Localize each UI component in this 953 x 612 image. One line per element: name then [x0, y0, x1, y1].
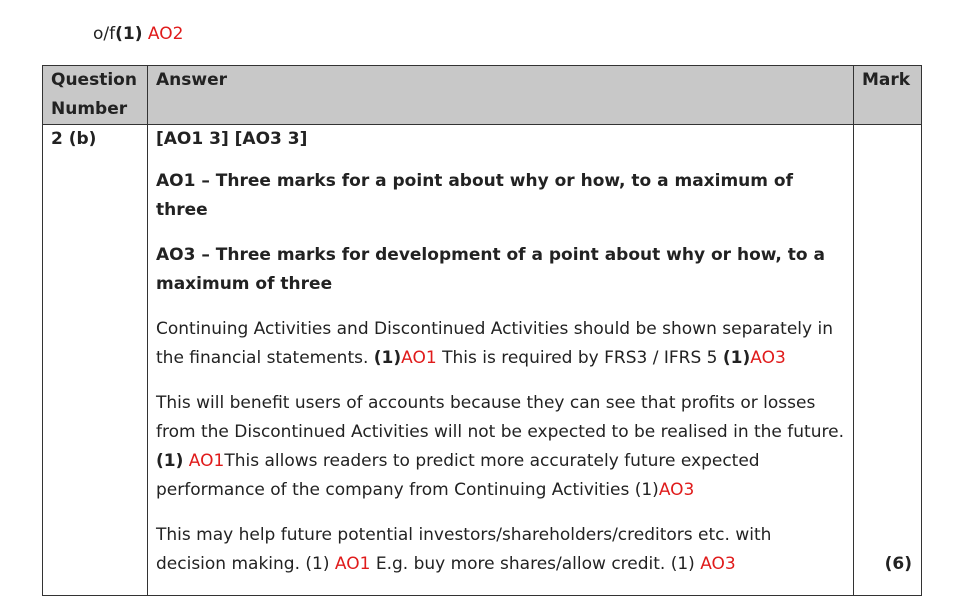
- ao-allocation: [AO1 3] [AO3 3]: [156, 129, 308, 149]
- para3-ao-a: AO1: [334, 554, 371, 574]
- para2-ao-a: AO1: [183, 451, 225, 471]
- of-ao-tag: AO2: [147, 24, 184, 44]
- para3-ao-b: AO3: [700, 554, 736, 574]
- of-mark: (1): [115, 24, 143, 44]
- para3-text-a: This may help future potential investors/shareholders/creditors etc. with decision making. (1): [156, 525, 772, 574]
- mark-scheme-table: [42, 65, 922, 596]
- answer-paragraph-1: [156, 315, 845, 373]
- para3-text-b: E.g. buy more shares/allow credit. (1): [370, 554, 701, 574]
- header-question-number: Question Number: [43, 66, 148, 125]
- answer-paragraph-3: [156, 521, 845, 579]
- question-number: 2 (b): [43, 125, 148, 596]
- of-label: o/f: [93, 24, 116, 44]
- ao1-heading: AO1 – Three marks for a point about why or how, to a maximum of three: [156, 171, 793, 220]
- question-row: [43, 125, 922, 596]
- para1-mark-b: (1): [722, 348, 751, 368]
- para1-ao-a: AO1: [401, 348, 437, 368]
- ao3-heading: AO3 – Three marks for development of a point about why or how, to a maximum of three: [156, 245, 825, 294]
- header-row: [43, 66, 922, 125]
- para1-mark-a: (1): [373, 348, 402, 368]
- header-mark: Mark: [854, 66, 922, 125]
- top-line-own-figure: [93, 22, 183, 46]
- para2-text-b: This allows readers to predict more accurately future expected performance of the company from Continuing Activities (1): [156, 451, 760, 500]
- para2-mark-a: (1): [156, 451, 184, 471]
- mark-cell: [854, 125, 922, 596]
- para2-ao-b: AO3: [658, 480, 695, 500]
- header-answer: Answer: [148, 66, 854, 125]
- para2-text-a: This will benefit users of accounts because they can see that profits or losses from the Discontinued Activities will not be expected to be realised in the future.: [156, 393, 844, 442]
- total-mark: (6): [884, 554, 912, 574]
- para1-text-a: Continuing Activities and Discontinued Activities should be shown separately in the financial statements.: [156, 319, 833, 368]
- answer-cell: [148, 125, 854, 596]
- para1-text-b: This is required by FRS3 / IFRS 5: [436, 348, 723, 368]
- para1-ao-b: AO3: [750, 348, 786, 368]
- answer-paragraph-2: [156, 389, 845, 505]
